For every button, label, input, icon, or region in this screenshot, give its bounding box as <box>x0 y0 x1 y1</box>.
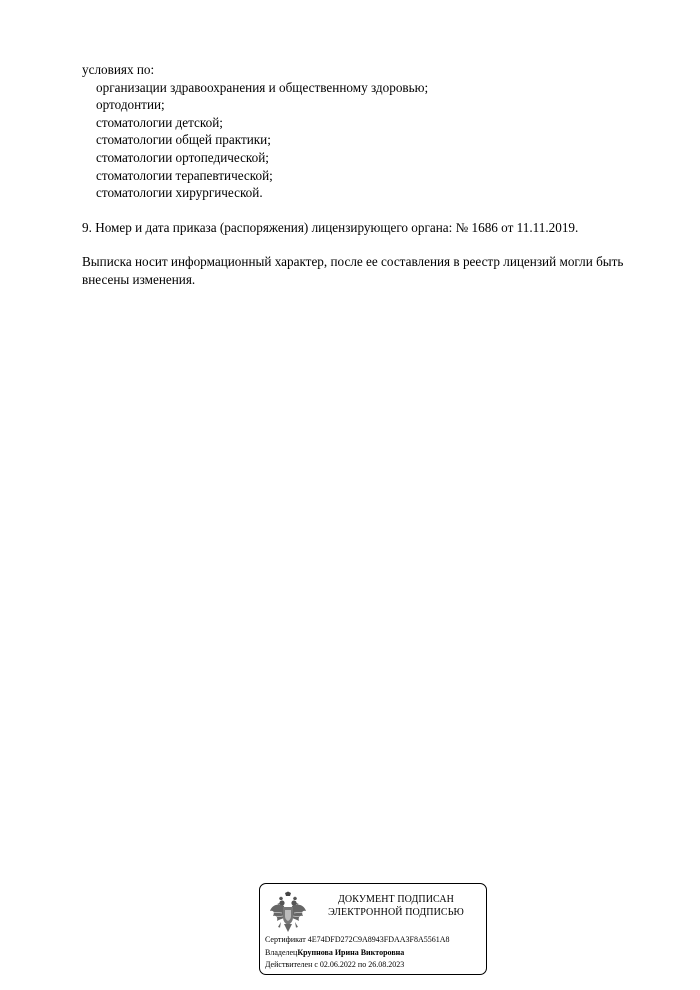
list-item: ортодонтии; <box>96 97 165 113</box>
list-item: стоматологии ортопедической; <box>96 149 269 165</box>
double-headed-eagle-emblem-icon <box>268 891 308 935</box>
list-item: стоматологии детской; <box>96 114 223 130</box>
owner-line: ВладелецКрупнова Ирина Викторовна <box>265 947 405 957</box>
notice-line: Выписка носит информационный характер, после ее составления в реестр лицензий могли быть <box>82 254 624 270</box>
certificate-number: 4E74DFD272C9A8943FDAA3F8A5561A8 <box>307 935 450 944</box>
electronic-signature-stamp <box>259 883 487 975</box>
validity-line: Действителен с 02.06.2022 по 26.08.2023 <box>265 960 405 969</box>
list-item: организации здравоохранения и общественному здоровью; <box>96 79 429 95</box>
list-item: стоматологии хирургической. <box>96 185 263 201</box>
stamp-title: ДОКУМЕНТ ПОДПИСАН ЭЛЕКТРОННОЙ ПОДПИСЬЮ <box>328 894 464 918</box>
certificate-line: Сертификат 4E74DFD272C9A8943FDAA3F8A5561A8 <box>265 935 450 944</box>
intro-line: условиях по: <box>82 62 155 77</box>
stamp-details <box>265 934 487 972</box>
owner-name: Крупнова Ирина Викторовна <box>297 947 405 957</box>
list-item: стоматологии терапевтической; <box>96 167 273 183</box>
list-item: стоматологии общей практики; <box>96 132 271 148</box>
document-body <box>82 61 672 289</box>
order-number-line: 9. Номер и дата приказа (распоряжения) лицензирующего органа: № 1686 от 11.11.2019. <box>82 219 579 235</box>
notice-line: внесены изменения. <box>82 271 196 287</box>
